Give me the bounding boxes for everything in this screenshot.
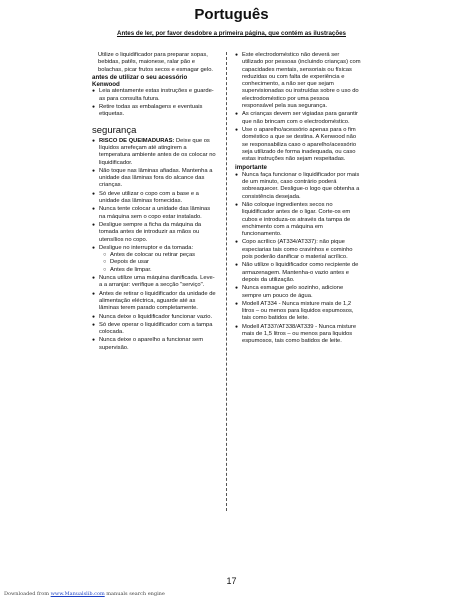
safety-list-continued — [235, 52, 361, 163]
list-item: ● Este electrodoméstico não deverá ser utilizado por pessoas (incluindo crianças) com capacidades mentais, sensoriais ou físicas reduzidas ou com falta de experiência e conhecimento, a não ser que sejam supervisionadas ou instruídas sobre o uso do electrodoméstico por uma pessoa responsável pela sua segurança. — [235, 52, 361, 110]
left-column — [92, 52, 216, 353]
column-divider — [226, 52, 227, 511]
sub-list-item: ○ Depois de usar — [103, 259, 216, 266]
list-item: ● Desligue sempre a ficha da máquina da tomada antes de introduzir as mãos ou utensílios no copo. — [92, 222, 216, 244]
download-footer — [4, 591, 165, 597]
footer-suffix: manuals search engine — [104, 591, 165, 597]
list-item: ● Copo acrílico (AT334/AT337): não pique especiarias tais como cravinhos e cominho pois poderão danificar o material acrílico. — [235, 239, 361, 261]
unplug-sublist — [99, 252, 216, 274]
manualslib-link[interactable]: www.Manualslib.com — [50, 591, 105, 597]
important-heading: importante — [235, 164, 267, 172]
list-item: ● Leia atentamente estas instruções e guarde-as para consulta futura. — [92, 88, 216, 103]
list-item: ● Só deve utilizar o copo com a base e a unidade das lâminas fornecidas. — [92, 191, 216, 206]
list-item: ● As crianças devem ser vigiadas para garantir que não brincam com o electrodoméstico. — [235, 111, 361, 126]
list-item: ● Nunca esmague gelo sozinho, adicione sempre um pouco de água. — [235, 285, 361, 300]
safety-list — [92, 138, 216, 352]
list-item: ● Não utilize o liquidificador como recipiente de armazenagem. Mantenha-o vazio antes e depois da utilização. — [235, 262, 361, 284]
footer-prefix: Downloaded from — [4, 591, 51, 597]
safety-heading: segurança — [92, 124, 137, 136]
list-item — [92, 245, 216, 274]
list-item-text: Desligue no interruptor e da tomada: — [99, 244, 194, 251]
before-use-heading: antes de utilizar o seu acessório Kenwood — [92, 73, 188, 89]
list-item: ● Só deve operar o liquidificador com a tampa colocada. — [92, 322, 216, 337]
list-item: ● Nunca deixe o aparelho a funcionar sem supervisão. — [92, 337, 216, 352]
list-item: ● Use o aparelho/acessório apenas para o fim doméstico a que se destina. A Kenwood não se responsabiliza caso o aparelho/acessório seja utilizado de forma inadequada, ou caso estas instruções não sejam respeitadas. — [235, 127, 361, 163]
list-item: ● Não toque nas lâminas afiadas. Mantenha a unidade das lâminas fora do alcance das crianças. — [92, 168, 216, 190]
list-item: ● Nunca utilize uma máquina danificada. Leve-a a arranjar: verifique a secção "serviço". — [92, 275, 216, 290]
burn-risk-label: RISCO DE QUEIMADURAS: — [99, 137, 175, 144]
sub-list-item: ○ Antes de colocar ou retirar peças — [103, 252, 216, 259]
before-use-list — [92, 88, 216, 118]
page-title: Português — [194, 6, 269, 23]
instructions-subtitle: Antes de ler, por favor desdobre a primeira página, que contém as ilustrações — [116, 30, 346, 37]
list-item: ● Nunca faça funcionar o liquidificador por mais de um minuto, caso contrário poderá sobreaquecer. Desligue-o logo que obtenha a consistência desejada. — [235, 172, 361, 201]
list-item — [92, 138, 216, 167]
list-item: ● Nunca tente colocar a unidade das lâminas na máquina sem o copo estar instalado. — [92, 206, 216, 221]
list-item-text: Deixe que os líquidos arrefeçam até atingirem a temperatura ambiente antes de os colocar no liquidificador. — [99, 137, 216, 166]
list-item: ● Modell AT334 - Nunca misture mais de 1,2 litros – ou menos para liquidos espumosos, tais como batidos de leite. — [235, 301, 361, 323]
important-list — [235, 172, 361, 346]
sub-list-item: ○ Antes de limpar. — [103, 267, 216, 274]
right-column — [235, 52, 361, 347]
list-item: ● Modell AT337/AT338/AT339 - Nunca misture mais de 1,5 litros – ou menos para liquidos espumosos, tais como batidos de leite. — [235, 324, 361, 346]
page-number: 17 — [226, 576, 237, 586]
list-item: ● Não coloque ingredientes secos no liquidificador antes de o ligar. Corte-os em cubos e introduza-os através da tampa de enchimento com a máquina em funcionamento. — [235, 202, 361, 238]
intro-paragraph: Utilize o liquidificador para preparar sopas, bebidas, patês, maionese, ralar pão e bolachas, picar frutos secos e esmagar gelo. — [98, 52, 214, 73]
list-item: ● Retire todas as embalagens e eventuais etiquetas. — [92, 104, 216, 119]
list-item: ● Nunca deixe o liquidificador funcionar vazio. — [92, 314, 216, 321]
list-item: ● Antes de retirar o liquidificador da unidade de alimentação eléctrica, aguarde até as lâminas terem parado completamente. — [92, 291, 216, 313]
